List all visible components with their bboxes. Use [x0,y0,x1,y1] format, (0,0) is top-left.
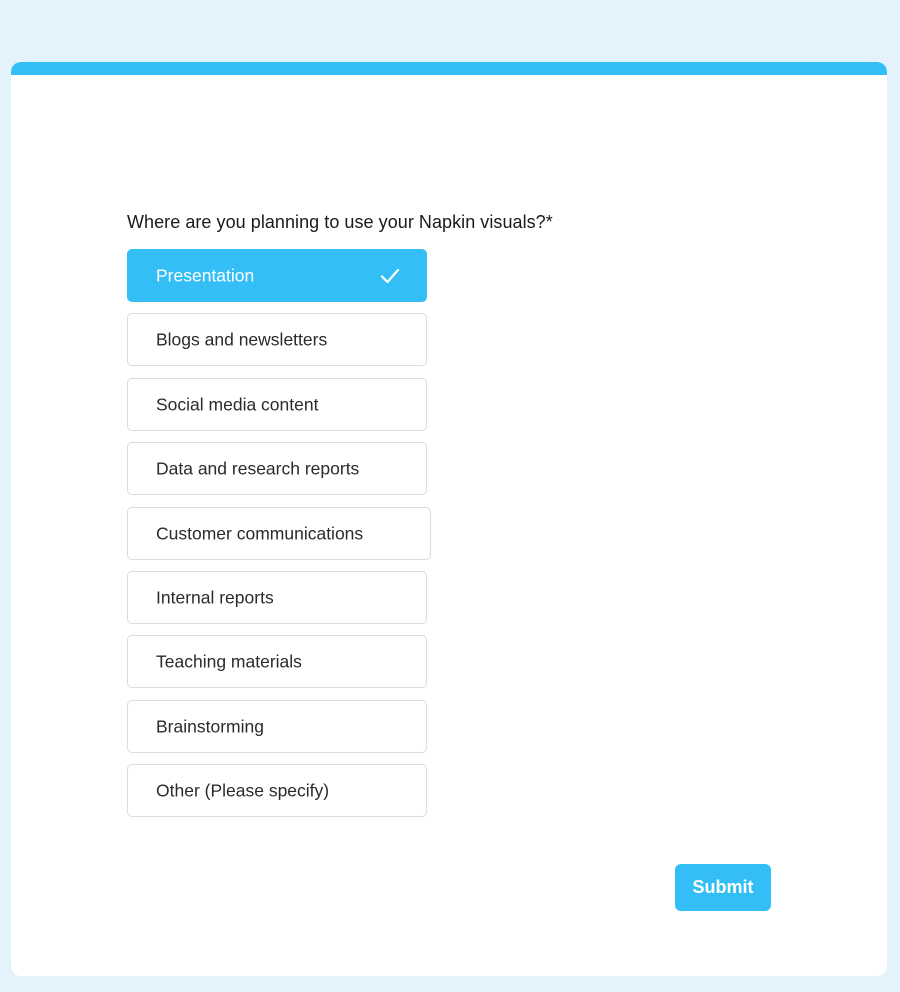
option-data-and-research-reports[interactable] [127,442,427,495]
survey-card [11,62,887,976]
option-presentation[interactable] [127,249,427,302]
card-accent-bar [11,62,887,75]
check-icon [380,268,400,284]
option-brainstorming[interactable] [127,700,427,753]
submit-button[interactable]: Submit [675,864,771,911]
option-label: Other (Please specify) [156,780,330,800]
option-customer-communications[interactable] [127,507,431,560]
option-other-please-specify[interactable] [127,764,427,817]
option-blogs-and-newsletters[interactable] [127,313,427,366]
option-label: Data and research reports [156,458,360,478]
option-label: Customer communications [156,523,364,543]
question-label: Where are you planning to use your Napkin visuals?* [127,212,553,232]
option-teaching-materials[interactable] [127,635,427,688]
option-label: Internal reports [156,587,274,607]
option-label: Brainstorming [156,716,264,736]
option-label: Presentation [156,265,255,285]
option-social-media-content[interactable] [127,378,427,431]
option-internal-reports[interactable] [127,571,427,624]
option-label: Teaching materials [156,651,302,671]
option-label: Social media content [156,394,319,414]
option-label: Blogs and newsletters [156,329,328,349]
